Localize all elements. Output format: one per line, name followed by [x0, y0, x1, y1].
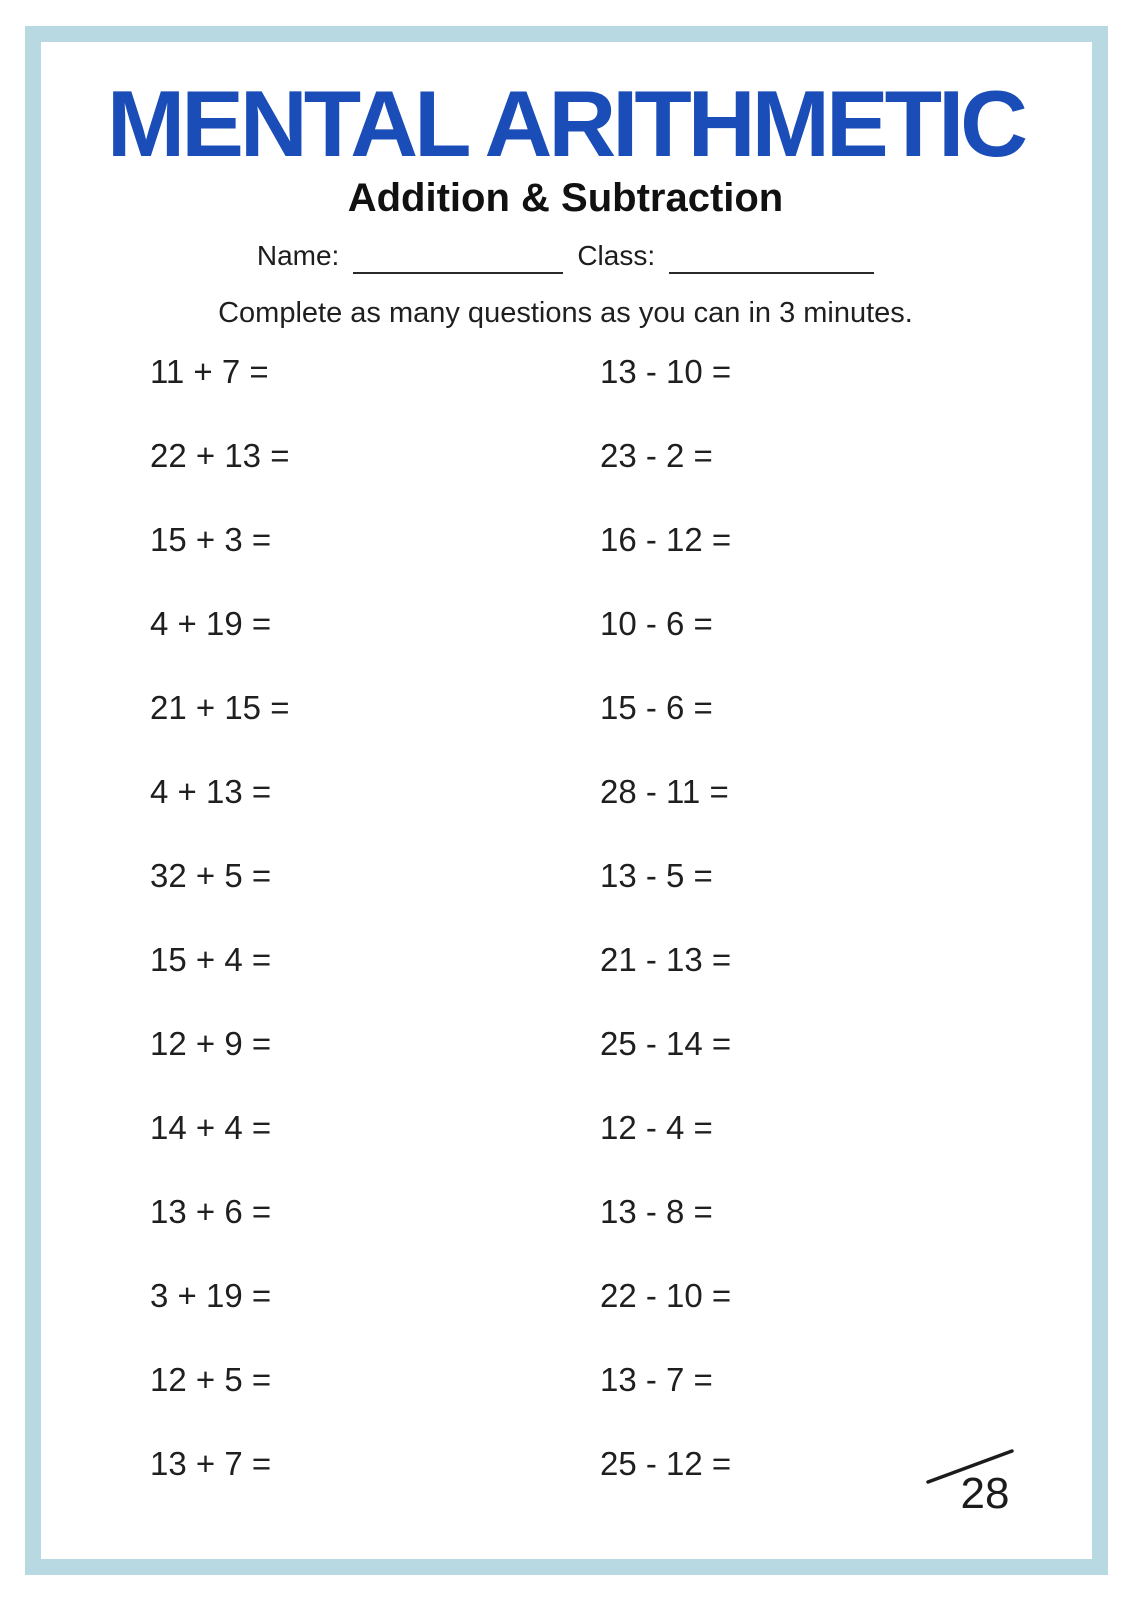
problem-row — [600, 688, 731, 772]
problem-text: 28 - 11 = — [600, 773, 729, 810]
problem-row — [150, 1360, 289, 1444]
problem-text: 16 - 12 = — [600, 521, 732, 558]
problem-row — [150, 940, 289, 1024]
problem-row — [150, 856, 289, 940]
problem-text: 11 + 7 = — [150, 353, 269, 390]
name-label: Name: — [256, 240, 340, 271]
problems-left-column — [150, 352, 289, 1528]
problem-text: 12 + 9 = — [150, 1025, 272, 1062]
name-class-row — [0, 240, 1131, 274]
problem-row — [600, 1024, 731, 1108]
problem-row — [600, 1192, 731, 1276]
problem-text: 15 + 4 = — [150, 941, 272, 978]
problem-row — [600, 1444, 731, 1528]
page-number: 28 — [960, 1469, 1010, 1518]
problem-text: 13 - 8 = — [600, 1193, 713, 1230]
problem-row — [150, 520, 289, 604]
problem-row — [150, 436, 289, 520]
problem-text: 23 - 2 = — [600, 437, 713, 474]
problem-text: 13 - 5 = — [600, 857, 713, 894]
problem-text: 13 - 7 = — [600, 1361, 713, 1398]
problem-row — [600, 772, 731, 856]
problem-row — [600, 1276, 731, 1360]
problem-text: 13 + 6 = — [150, 1193, 272, 1230]
problem-text: 13 + 7 = — [150, 1445, 272, 1482]
problem-text: 25 - 14 = — [600, 1025, 732, 1062]
problem-row — [600, 604, 731, 688]
problem-text: 3 + 19 = — [150, 1277, 272, 1314]
problem-row — [600, 1360, 731, 1444]
problem-text: 13 - 10 = — [600, 353, 732, 390]
problem-row — [600, 436, 731, 520]
problem-text: 15 - 6 = — [600, 689, 713, 726]
problem-row — [600, 856, 731, 940]
class-label: Class: — [577, 240, 656, 271]
problem-text: 22 + 13 = — [150, 437, 290, 474]
problem-text: 15 + 3 = — [150, 521, 272, 558]
problem-text: 4 + 19 = — [150, 605, 272, 642]
problem-row — [150, 352, 289, 436]
problem-text: 4 + 13 = — [150, 773, 272, 810]
problem-row — [600, 520, 731, 604]
problem-row — [150, 1192, 289, 1276]
problems-right-column — [600, 352, 731, 1528]
problem-text: 10 - 6 = — [600, 605, 713, 642]
problem-text: 22 - 10 = — [600, 1277, 732, 1314]
problem-text: 25 - 12 = — [600, 1445, 732, 1482]
problem-text: 21 - 13 = — [600, 941, 732, 978]
problem-text: 12 + 5 = — [150, 1361, 272, 1398]
page-subtitle: Addition & Subtraction — [347, 176, 784, 220]
problem-row — [600, 352, 731, 436]
page-title: MENTAL ARITHMETIC — [106, 71, 1025, 176]
problem-text: 12 - 4 = — [600, 1109, 713, 1146]
problem-text: 32 + 5 = — [150, 857, 272, 894]
problem-text: 14 + 4 = — [150, 1109, 272, 1146]
class-line — [669, 248, 874, 274]
name-line — [353, 248, 563, 274]
problem-row — [600, 1108, 731, 1192]
instruction-text: Complete as many questions as you can in 3 minutes. — [218, 297, 913, 329]
problem-row — [150, 688, 289, 772]
problem-row — [150, 1108, 289, 1192]
problem-row — [150, 1276, 289, 1360]
problem-row — [150, 1024, 289, 1108]
problem-row — [150, 604, 289, 688]
problem-row — [600, 940, 731, 1024]
problem-row — [150, 1444, 289, 1528]
problem-row — [150, 772, 289, 856]
problem-text: 21 + 15 = — [150, 689, 290, 726]
